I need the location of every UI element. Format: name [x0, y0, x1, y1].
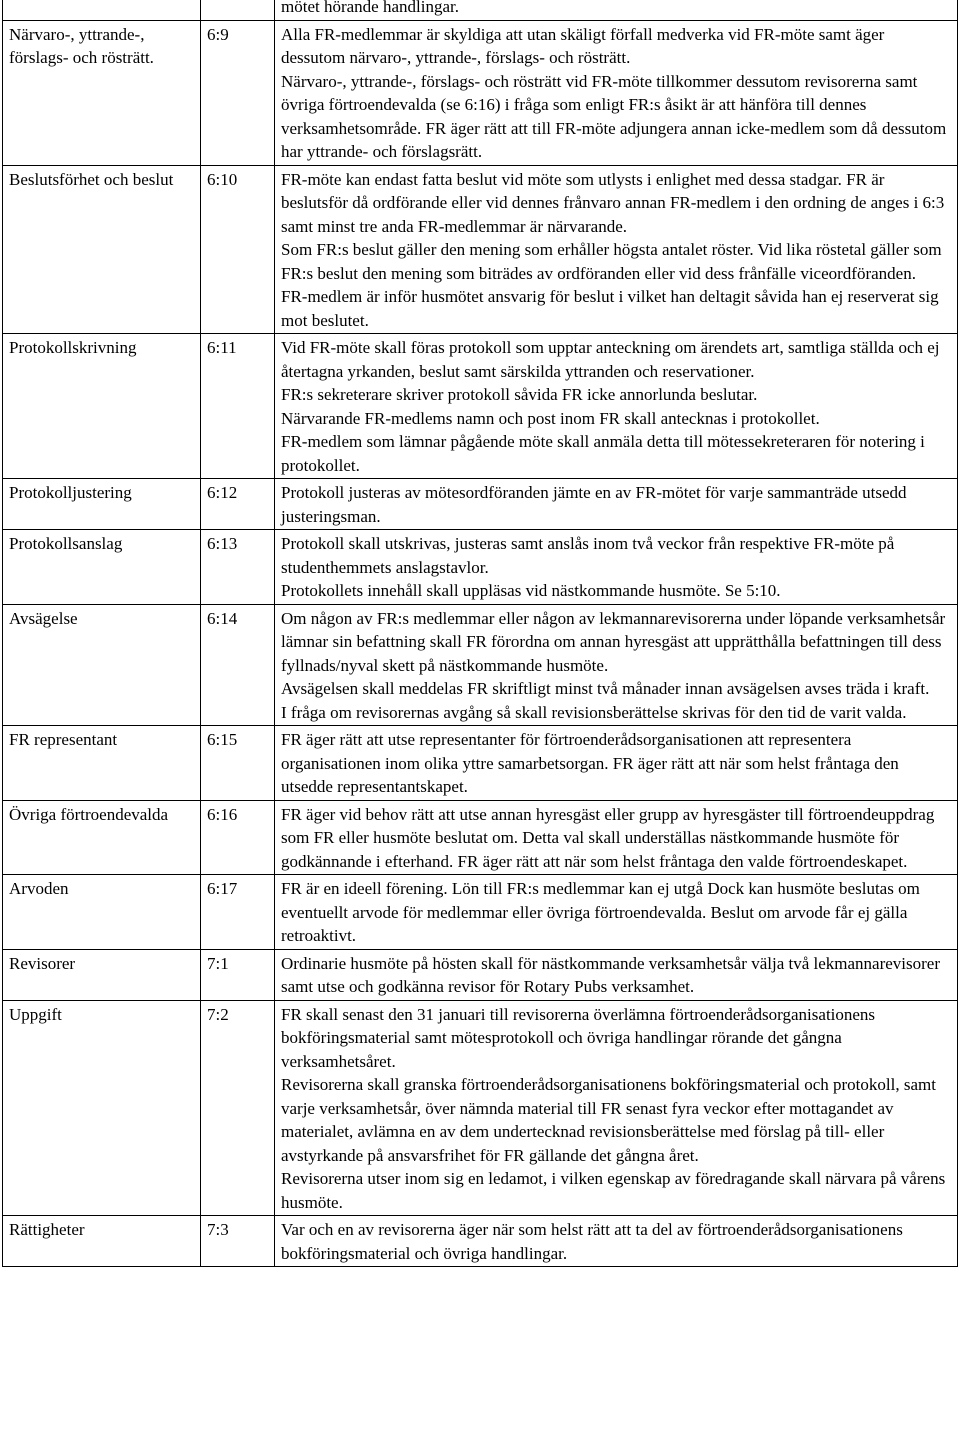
row-body: [275, 530, 958, 605]
row-heading: Övriga förtroendevalda: [3, 800, 201, 875]
statute-row: [3, 800, 958, 875]
body-paragraph: I fråga om revisorernas avgång så skall revisionsberättelse skrivas för den tid de varit valda.: [281, 702, 907, 722]
row-heading: Arvoden: [3, 875, 201, 950]
section-number: 6:17: [201, 875, 275, 950]
row-body: [275, 875, 958, 950]
section-number: 6:16: [201, 800, 275, 875]
body-paragraph: Om någon av FR:s medlemmar eller någon av lekmannarevisorerna under löpande verksamhetsår lämnar sin befattning skall FR förordna om annan hyresgäst att upprätthålla befattningen till dess fyllnads/nyval skett på nästkommande husmöte.: [281, 608, 946, 675]
body-paragraph: Ordinarie husmöte på hösten skall för nästkommande verksamhetsår välja två lekmannarevisorer samt utse och godkänna revisor för Rotary Pubs verksamhet.: [281, 953, 941, 996]
row-body: [275, 800, 958, 875]
section-number: 6:15: [201, 726, 275, 801]
section-number: 7:2: [201, 1000, 275, 1216]
statute-row: [3, 726, 958, 801]
statute-row: [3, 530, 958, 605]
body-paragraph: Alla FR-medlemmar är skyldiga att utan skäligt förfall medverka vid FR-möte samt äger dessutom närvaro-, yttrande-, förslags- och rösträtt.: [281, 24, 885, 67]
row-body: [275, 20, 958, 165]
body-paragraph: Protokoll skall utskrivas, justeras samt anslås inom två veckor från respektive FR-möte på studenthemmets anslagstavlor.: [281, 534, 895, 577]
body-paragraph: FR-möte kan endast fatta beslut vid möte som utlysts i enlighet med dessa stadgar. FR är beslutsför då ordförande eller vid dennes frånvaro annan FR-medlem i den ordning de anges i 6:3 samt minst tre anda FR-medlemmar är närvarande.: [281, 169, 945, 236]
body-paragraph: Protokoll justeras av mötesordföranden jämte en av FR-mötet för varje sammanträde utsedd justeringsman.: [281, 483, 907, 526]
body-paragraph: Revisorerna utser inom sig en ledamot, i vilken egenskap av föredragande skall närvara på vårens husmöte.: [281, 1169, 946, 1212]
row-body: [275, 1216, 958, 1267]
body-paragraph: Protokollets innehåll skall uppläsas vid nästkommande husmöte. Se 5:10.: [281, 581, 781, 600]
body-paragraph: Som FR:s beslut gäller den mening som erhåller högsta antalet röster. Vid lika röstetal gäller som FR:s beslut den mening som biträdes av ordföranden eller vid dess frånfälle viceordföranden.: [281, 240, 942, 283]
row-body: [275, 604, 958, 726]
row-heading: Beslutsförhet och beslut: [3, 165, 201, 334]
body-paragraph: Var och en av revisorerna äger när som helst rätt att ta del av förtroenderådsorganisationens bokföringsmaterial och övriga handlingar.: [281, 1220, 903, 1263]
statute-row: [3, 1216, 958, 1267]
row-body: [275, 165, 958, 334]
statute-row: [3, 0, 958, 20]
row-body: [275, 0, 958, 20]
row-heading: Rättigheter: [3, 1216, 201, 1267]
body-paragraph: FR äger rätt att utse representanter för förtroenderådsorganisationen att representera organisationen inom olika yttre samarbetsorgan. FR äger rätt att när som helst fråntaga den utsedde representantskapet.: [281, 730, 899, 796]
statute-row: [3, 165, 958, 334]
statute-row: [3, 334, 958, 479]
body-paragraph: FR är en ideell förening. Lön till FR:s medlemmar kan ej utgå Dock kan husmöte beslutas om eventuellt arvode för medlemmar eller övriga förtroendevalda. Beslut om arvode får ej gälla retroaktivt.: [281, 879, 920, 945]
statute-row: [3, 604, 958, 726]
statute-row: [3, 949, 958, 1000]
statute-row: [3, 479, 958, 530]
section-number: [201, 0, 275, 20]
row-heading: Protokolljustering: [3, 479, 201, 530]
section-number: 6:13: [201, 530, 275, 605]
section-number: 6:12: [201, 479, 275, 530]
body-paragraph: mötet hörande handlingar.: [281, 0, 459, 16]
row-heading: Närvaro-, yttrande-, förslags- och rösträtt.: [3, 20, 201, 165]
section-number: 6:10: [201, 165, 275, 334]
body-paragraph: FR-medlem som lämnar pågående möte skall anmäla detta till mötessekreteraren för notering i protokollet.: [281, 432, 925, 475]
row-heading: Protokollskrivning: [3, 334, 201, 479]
section-number: 7:3: [201, 1216, 275, 1267]
body-paragraph: FR:s sekreterare skriver protokoll såvida FR icke annorlunda beslutar.: [281, 385, 758, 404]
row-heading: FR representant: [3, 726, 201, 801]
body-paragraph: FR-medlem är inför husmötet ansvarig för beslut i vilket han deltagit såvida han ej reserverat sig mot beslutet.: [281, 287, 939, 330]
statutes-table: [2, 0, 958, 1267]
statutes-table-body: [3, 0, 958, 1267]
row-heading: Avsägelse: [3, 604, 201, 726]
statute-row: [3, 20, 958, 165]
statute-row: [3, 1000, 958, 1216]
section-number: 6:11: [201, 334, 275, 479]
statute-row: [3, 875, 958, 950]
body-paragraph: Avsägelsen skall meddelas FR skriftligt minst två månader innan avsägelsen avses träda i kraft.: [281, 679, 930, 698]
row-heading: Protokollsanslag: [3, 530, 201, 605]
body-paragraph: Närvaro-, yttrande-, förslags- och rösträtt vid FR-möte tillkommer dessutom revisorerna samt övriga förtroendevalda (se 6:16) i fråga som enligt FR:s åsikt är att hänföra till dennes verksamhetsområde. FR äger rätt att till FR-möte adjungera annan icke-medlem som då dessutom har yttrande- och förslagsrätt.: [281, 71, 947, 161]
section-number: 7:1: [201, 949, 275, 1000]
section-number: 6:9: [201, 20, 275, 165]
row-heading: [3, 0, 201, 20]
row-body: [275, 949, 958, 1000]
body-paragraph: FR skall senast den 31 januari till revisorerna överlämna förtroenderådsorganisationens bokföringsmaterial samt mötesprotokoll och övriga handlingar rörande det gångna verksamhetsåret.: [281, 1004, 876, 1071]
row-body: [275, 726, 958, 801]
body-paragraph: FR äger vid behov rätt att utse annan hyresgäst eller grupp av hyresgäster till förtroendeuppdrag som FR eller husmöte beslutat om. Detta val skall underställas nästkommande husmöte för godkännande i efterhand. FR äger rätt att när som helst fråntaga den valde förtroendeskapet.: [281, 804, 935, 871]
body-paragraph: Närvarande FR-medlems namn och post inom FR skall antecknas i protokollet.: [281, 408, 820, 428]
row-heading: Uppgift: [3, 1000, 201, 1216]
row-body: [275, 479, 958, 530]
section-number: 6:14: [201, 604, 275, 726]
body-paragraph: Revisorerna skall granska förtroenderådsorganisationens bokföringsmaterial och protokoll, samt varje verksamhetsår, över nämnda material till FR senast fyra veckor efter mottagandet av materialet, avlämna en av dem undertecknad revisionsberättelse med förslag på till- eller avstyrkande på ansvarsfrihet för FR gällande det gångna året.: [281, 1075, 936, 1165]
body-paragraph: Vid FR-möte skall föras protokoll som upptar anteckning om ärendets art, samtliga ställda och ej återtagna yrkanden, beslut samt särskilda yttranden och reservationer.: [281, 338, 940, 381]
row-heading: Revisorer: [3, 949, 201, 1000]
row-body: [275, 334, 958, 479]
row-body: [275, 1000, 958, 1216]
